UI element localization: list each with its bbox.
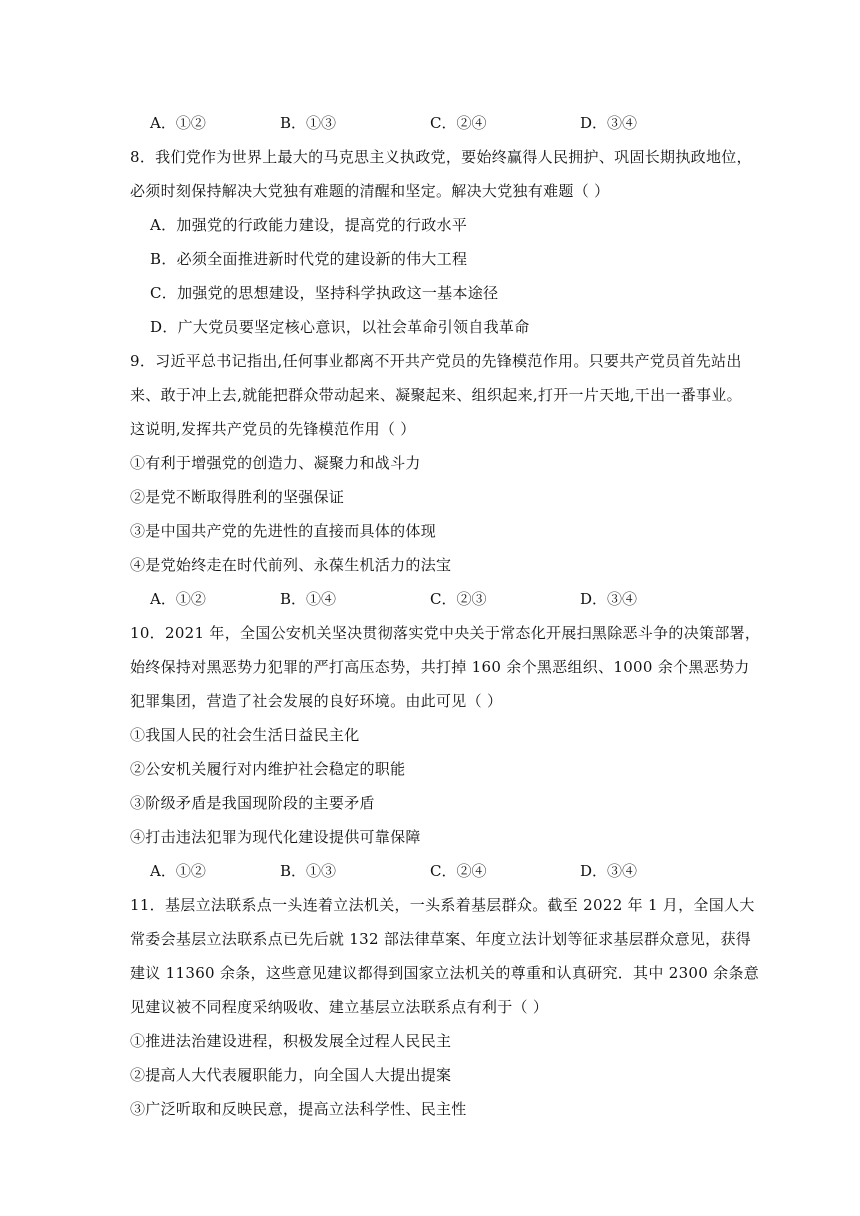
q10-statement-4: ④打击违法犯罪为现代化建设提供可靠保障 <box>130 828 421 846</box>
q9-statement-4: ④是党始终走在时代前列、永葆生机活力的法宝 <box>130 556 452 574</box>
q10-statement-1: ①我国人民的社会生活日益民主化 <box>130 726 360 744</box>
q9-option-d: D．③④ <box>580 590 638 608</box>
q10-option-a: A．①② <box>150 862 206 880</box>
q7-option-d: D．③④ <box>580 114 638 132</box>
q9-statement-2: ②是党不断取得胜利的坚强保证 <box>130 488 345 506</box>
q11-statement-3: ③广泛听取和反映民意，提高立法科学性、民主性 <box>130 1100 467 1118</box>
q7-option-a: A．①② <box>150 114 206 132</box>
q11-stem-line-3: 建议 11360 余条，这些意见建议都得到国家立法机关的尊重和认真研究．其中 2300 余条意 <box>130 964 760 982</box>
q8-option-c: C．加强党的思想建设，坚持科学执政这一基本途径 <box>150 284 499 302</box>
q11-stem-line-4: 见建议被不同程度采纳吸收、建立基层立法联系点有利于（ ） <box>130 998 549 1016</box>
q10-option-c: C．②④ <box>430 862 487 880</box>
q8-stem-line-1: 8．我们党作为世界上最大的马克思主义执政党，要始终赢得人民拥护、巩固长期执政地位， <box>130 148 752 166</box>
q8-option-a: A．加强党的行政能力建设，提高党的行政水平 <box>150 216 468 234</box>
q8-option-d: D．广大党员要坚定核心意识，以社会革命引领自我革命 <box>150 318 530 336</box>
q11-stem-line-1: 11．基层立法联系点一头连着立法机关，一头系着基层群众。截至 2022 年 1 月，全国人大 <box>130 896 755 914</box>
q11-stem-line-2: 常委会基层立法联系点已先后就 132 部法律草案、年度立法计划等征求基层群众意见，获得 <box>130 930 752 948</box>
q9-stem-line-2: 来、敢于冲上去,就能把群众带动起来、凝聚起来、组织起来,打开一片天地,干出一番事业。 <box>130 386 742 404</box>
q11-statement-1: ①推进法治建设进程，积极发展全过程人民民主 <box>130 1032 452 1050</box>
q10-stem-line-1: 10．2021 年，全国公安机关坚决贯彻落实党中央关于常态化开展扫黑除恶斗争的决策部署， <box>130 624 761 642</box>
q7-option-b: B．①③ <box>280 114 337 132</box>
q10-option-d: D．③④ <box>580 862 638 880</box>
q9-statement-3: ③是中国共产党的先进性的直接而具体的体现 <box>130 522 437 540</box>
q9-stem-line-1: 9．习近平总书记指出,任何事业都离不开共产党员的先锋模范作用。只要共产党员首先站出 <box>130 352 742 370</box>
q7-option-c: C．②④ <box>430 114 487 132</box>
q8-option-b: B．必须全面推进新时代党的建设新的伟大工程 <box>150 250 468 268</box>
q11-statement-2: ②提高人大代表履职能力，向全国人大提出提案 <box>130 1066 452 1084</box>
q10-statement-3: ③阶级矛盾是我国现阶段的主要矛盾 <box>130 794 375 812</box>
q9-option-a: A．①② <box>150 590 206 608</box>
q8-stem-line-2: 必须时刻保持解决大党独有难题的清醒和坚定。解决大党独有难题（ ） <box>130 182 610 200</box>
q9-option-b: B．①④ <box>280 590 337 608</box>
q9-stem-line-3: 这说明,发挥共产党员的先锋模范作用（ ） <box>130 420 416 438</box>
q9-statement-1: ①有利于增强党的创造力、凝聚力和战斗力 <box>130 454 421 472</box>
q10-statement-2: ②公安机关履行对内维护社会稳定的职能 <box>130 760 406 778</box>
q10-stem-line-3: 犯罪集团，营造了社会发展的良好环境。由此可见（ ） <box>130 692 503 710</box>
q10-stem-line-2: 始终保持对黑恶势力犯罪的严打高压态势，共打掉 160 余个黑恶组织、1000 余个黑恶势力 <box>130 658 750 676</box>
q9-option-c: C．②③ <box>430 590 487 608</box>
q10-option-b: B．①③ <box>280 862 337 880</box>
